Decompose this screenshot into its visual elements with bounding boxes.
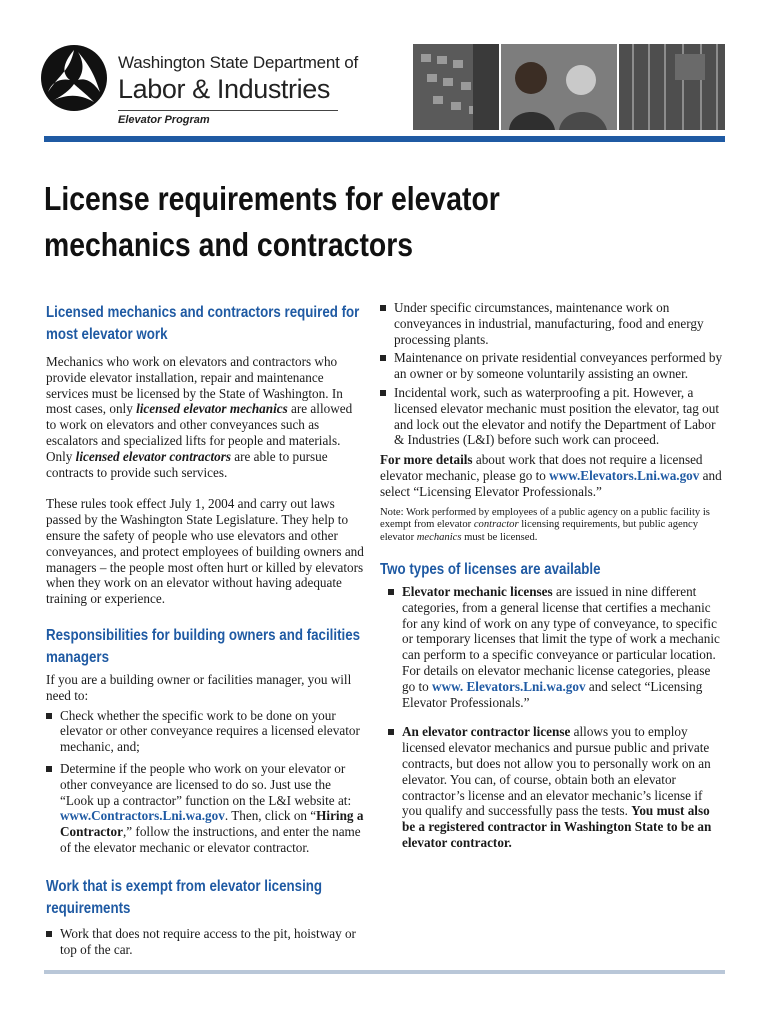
header-blue-bar: [44, 136, 725, 142]
list-item: An elevator contractor license allows you to employ licensed elevator mechanics and pursue public and private contracts, but does not allow you to personally work on an elevator. You can, of course, obtain both an elevator contractor’s license and an elevator mechanic’s license if you qualify and successfully pass the tests. You must also be a registered contractor in Washington State to be an elevator contractor.: [388, 724, 725, 850]
list-item: Maintenance on private residential conveyances performed by an owner or by someone voluntarily assisting an owner.: [380, 350, 725, 382]
paragraph-rules-effect: These rules took effect July 1, 2004 and carry out laws passed by the Washington State Legislature. They help to ensure the safety of people who use elevators and other conveyances, and protect employees of building owners and managers – the people most often hurt or killed by elevators when they work on an elevator without having adequate training or experience.: [46, 496, 364, 607]
footer-rule: [44, 970, 725, 974]
contractors-website-link[interactable]: www.Contractors.Lni.wa.gov: [60, 808, 225, 824]
responsibilities-list: [46, 708, 364, 856]
page-title-line2: mechanics and contractors: [44, 226, 414, 263]
elevators-website-link[interactable]: www.Elevators.Lni.wa.gov: [549, 467, 700, 483]
elevators-website-link-2[interactable]: www. Elevators.Lni.wa.gov: [432, 678, 586, 694]
section-heading-licensed: Licensed mechanics and contractors required for most elevator work: [46, 304, 360, 343]
license-types-list: [380, 584, 725, 851]
paragraph-licensed-intro: Mechanics who work on elevators and contractors who provide elevator installation, repair and maintenance services must be licensed by the State of Washington. In most cases, only licensed elevator mechanics are allowed to work on elevators and other conveyances such as escalators and specialized lifts for people and materials. Only licensed elevator contractors are able to pursue contracts to provide such services.: [46, 354, 353, 480]
org-name-line2: Labor & Industries: [118, 74, 330, 104]
agency-logo-icon: [40, 44, 108, 112]
page-title-line1: License requirements for elevator: [44, 180, 500, 217]
list-item: Determine if the people who work on your elevator or other conveyance are licensed to do so. Just use the “Look up a contractor” function on the L&I website at: www.Contractors.Lni.wa.gov. Then, click on “Hiring a Contractor,” follow the instructions, and enter the name of the elevator mechanic or elevator contractor.: [46, 761, 364, 856]
list-item: Elevator mechanic licenses are issued in nine different categories, from a general license that certifies a mechanic for any kind of work on any type of conveyance, to specific or temporary licenses that limit the type of work a mechanic can perform to a specific conveyance or particular location. For details on elevator mechanic license categories, please go to www. Elevators.Lni.wa.gov and select “Licensing Elevator Professionals.”: [388, 584, 725, 710]
program-name: Elevator Program: [118, 114, 210, 126]
org-name-line1: Washington State Department of: [118, 53, 359, 72]
list-item: Check whether the specific work to be done on your elevator or other conveyance requires a licensed elevator mechanic, and;: [46, 708, 364, 755]
paragraph-owner-intro: If you are a building owner or facilities manager, you will need to:: [46, 671, 352, 703]
left-column: [46, 302, 364, 957]
note-public-agency: Note: Work performed by employees of a public agency on a public facility is exempt from elevator contractor licensing requirements, but public agency elevator mechanics must be licensed.: [380, 506, 710, 544]
paragraph-more-details: For more details about work that does not require a licensed elevator mechanic, please go to www.Elevators.Lni.wa.gov and select “Licensing Elevator Professionals.”: [380, 452, 722, 499]
right-column: [380, 300, 725, 851]
section-heading-responsibilities: Responsibilities for building owners and facilities managers: [46, 626, 361, 666]
page-title: [44, 176, 560, 268]
header-divider: [118, 110, 338, 111]
exempt-list-left: [46, 926, 364, 958]
header-photo-strip: [413, 44, 725, 130]
exempt-list-right: [380, 300, 725, 448]
section-heading-exempt: Work that is exempt from elevator licensing requirements: [46, 877, 323, 917]
list-item: Incidental work, such as waterproofing a pit. However, a licensed elevator mechanic must position the elevator, tag out and lock out the elevator and notify the Department of Labor & Industries (L&I) before such work can proceed.: [380, 385, 725, 448]
list-item: Under specific circumstances, maintenance work on conveyances in industrial, manufacturing, food and energy processing plants.: [380, 300, 725, 347]
section-heading-license-types: Two types of licenses are available: [380, 560, 601, 578]
list-item: Work that does not require access to the pit, hoistway or top of the car.: [46, 926, 364, 958]
